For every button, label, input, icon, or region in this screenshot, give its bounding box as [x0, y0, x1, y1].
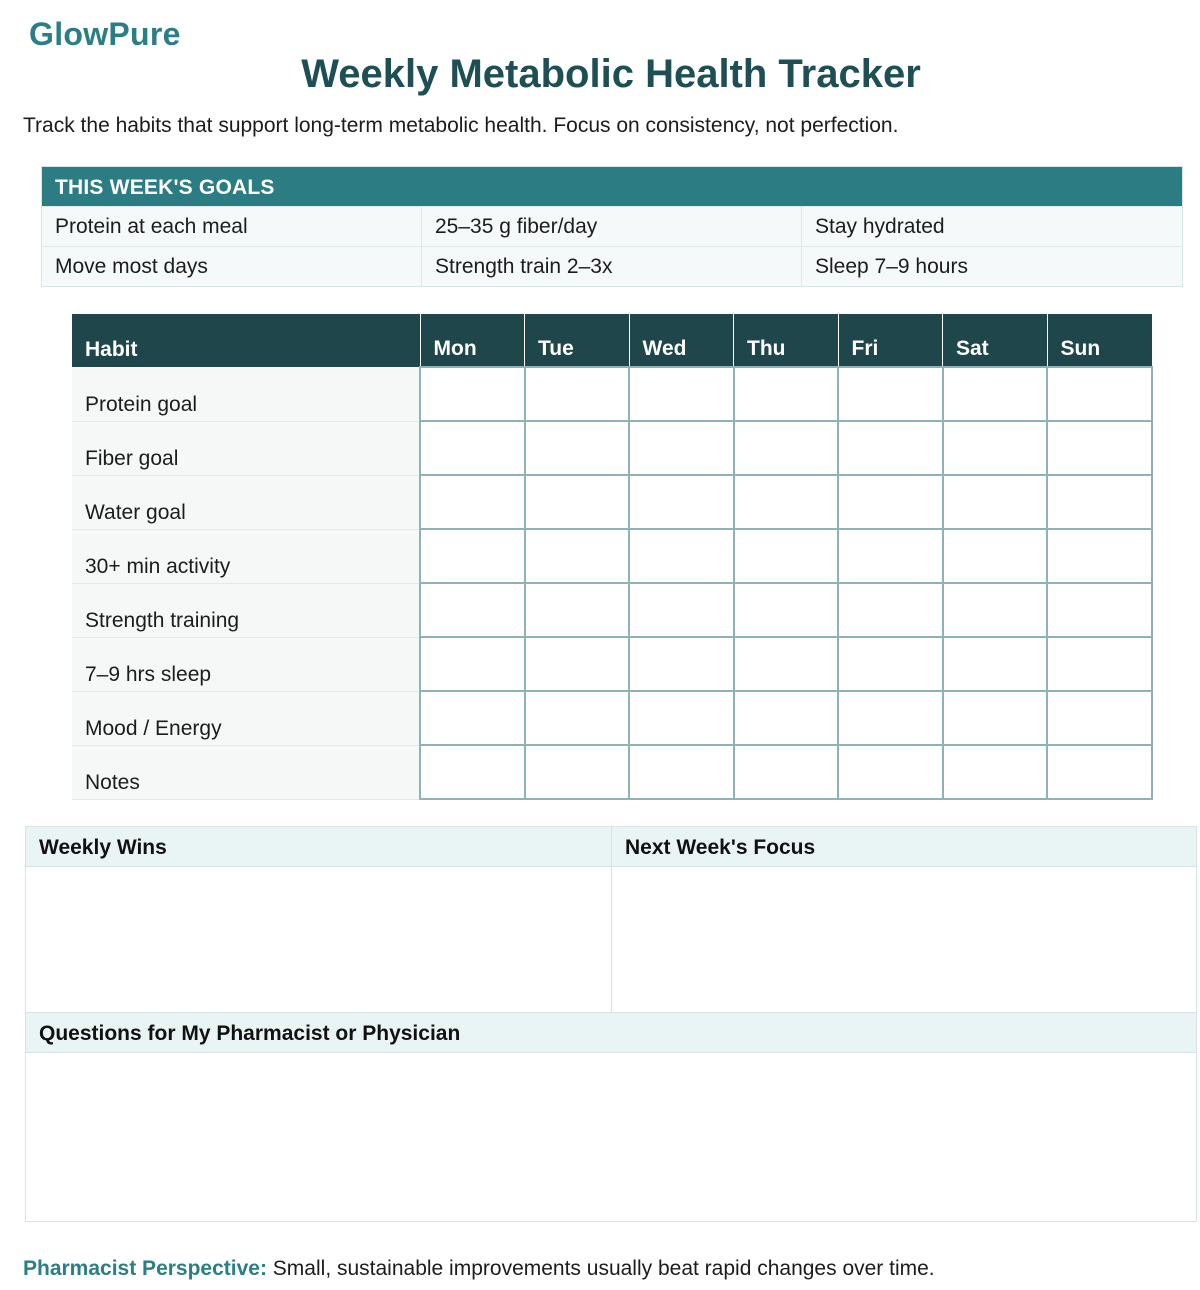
day-column-header: Wed [629, 314, 734, 367]
check-cell-fri[interactable] [838, 637, 943, 691]
habit-label: 7–9 hrs sleep [72, 637, 420, 691]
check-cell-mon[interactable] [420, 691, 525, 745]
check-cell-sun[interactable] [1047, 691, 1152, 745]
check-cell-tue[interactable] [525, 637, 630, 691]
questions-header: Questions for My Pharmacist or Physician [26, 1013, 1196, 1052]
weekly-wins-header: Weekly Wins [26, 827, 611, 866]
goal-item: Strength train 2–3x [422, 247, 802, 286]
check-cell-sun[interactable] [1047, 583, 1152, 637]
check-cell-sat[interactable] [943, 421, 1048, 475]
check-cell-tue[interactable] [525, 421, 630, 475]
check-cell-tue[interactable] [525, 367, 630, 421]
check-cell-thu[interactable] [734, 745, 839, 799]
check-cell-sun[interactable] [1047, 637, 1152, 691]
habit-row [72, 637, 1152, 691]
habit-label: Protein goal [72, 367, 420, 421]
table-header-row [72, 314, 1152, 367]
goal-item: Protein at each meal [42, 207, 422, 246]
habit-row [72, 691, 1152, 745]
check-cell-mon[interactable] [420, 421, 525, 475]
check-cell-mon[interactable] [420, 475, 525, 529]
intro-text: Track the habits that support long-term metabolic health. Focus on consistency, not perfection. [23, 114, 899, 137]
check-cell-sun[interactable] [1047, 529, 1152, 583]
check-cell-wed[interactable] [629, 745, 734, 799]
check-cell-sun[interactable] [1047, 475, 1152, 529]
check-cell-fri[interactable] [838, 421, 943, 475]
check-cell-fri[interactable] [838, 475, 943, 529]
pharmacist-perspective [23, 1257, 935, 1281]
check-cell-mon[interactable] [420, 583, 525, 637]
habit-row [72, 367, 1152, 421]
check-cell-thu[interactable] [734, 691, 839, 745]
weekly-wins-field[interactable] [26, 867, 611, 1012]
goals-row [42, 206, 1182, 246]
next-week-focus-field[interactable] [612, 867, 1196, 1012]
habit-label: Water goal [72, 475, 420, 529]
check-cell-thu[interactable] [734, 637, 839, 691]
habit-row [72, 475, 1152, 529]
check-cell-sat[interactable] [943, 637, 1048, 691]
check-cell-wed[interactable] [629, 691, 734, 745]
reflection-box [25, 826, 1197, 1222]
day-column-header: Mon [420, 314, 525, 367]
goal-item: Move most days [42, 247, 422, 286]
goal-item: Stay hydrated [815, 215, 945, 238]
check-cell-tue[interactable] [525, 691, 630, 745]
check-cell-sat[interactable] [943, 475, 1048, 529]
check-cell-thu[interactable] [734, 583, 839, 637]
habit-row [72, 745, 1152, 799]
check-cell-sat[interactable] [943, 691, 1048, 745]
check-cell-thu[interactable] [734, 367, 839, 421]
habit-label: Notes [72, 745, 420, 799]
check-cell-sun[interactable] [1047, 367, 1152, 421]
habit-tracker-table [72, 314, 1153, 800]
goal-item: Sleep 7–9 hours [815, 255, 968, 278]
check-cell-mon[interactable] [420, 637, 525, 691]
goals-header: THIS WEEK'S GOALS [42, 167, 1182, 206]
page-title: Weekly Metabolic Health Tracker [301, 52, 921, 96]
habit-label: 30+ min activity [72, 529, 420, 583]
questions-field[interactable] [26, 1053, 1196, 1221]
check-cell-tue[interactable] [525, 745, 630, 799]
check-cell-wed[interactable] [629, 529, 734, 583]
day-column-header: Tue [525, 314, 630, 367]
check-cell-sat[interactable] [943, 367, 1048, 421]
check-cell-fri[interactable] [838, 529, 943, 583]
check-cell-wed[interactable] [629, 637, 734, 691]
goal-item: 25–35 g fiber/day [422, 207, 802, 246]
check-cell-wed[interactable] [629, 583, 734, 637]
footer-text: Small, sustainable improvements usually beat rapid changes over time. [266, 1257, 935, 1280]
habit-label: Strength training [72, 583, 420, 637]
check-cell-sun[interactable] [1047, 745, 1152, 799]
check-cell-mon[interactable] [420, 529, 525, 583]
habit-row [72, 529, 1152, 583]
check-cell-sat[interactable] [943, 529, 1048, 583]
next-week-focus-header: Next Week's Focus [612, 827, 1196, 866]
day-column-header: Sat [943, 314, 1048, 367]
day-column-header: Fri [838, 314, 943, 367]
check-cell-wed[interactable] [629, 367, 734, 421]
check-cell-tue[interactable] [525, 475, 630, 529]
brand-logo: GlowPure [29, 16, 181, 52]
habit-row [72, 421, 1152, 475]
check-cell-wed[interactable] [629, 475, 734, 529]
check-cell-fri[interactable] [838, 583, 943, 637]
check-cell-wed[interactable] [629, 421, 734, 475]
check-cell-sun[interactable] [1047, 421, 1152, 475]
footer-label: Pharmacist Perspective: [23, 1257, 267, 1280]
habit-label: Fiber goal [72, 421, 420, 475]
check-cell-thu[interactable] [734, 421, 839, 475]
check-cell-fri[interactable] [838, 691, 943, 745]
weekly-goals-box [41, 166, 1183, 287]
goals-row [42, 246, 1182, 286]
check-cell-thu[interactable] [734, 529, 839, 583]
check-cell-mon[interactable] [420, 745, 525, 799]
check-cell-fri[interactable] [838, 367, 943, 421]
check-cell-tue[interactable] [525, 529, 630, 583]
habit-row [72, 583, 1152, 637]
check-cell-sat[interactable] [943, 583, 1048, 637]
check-cell-sat[interactable] [943, 745, 1048, 799]
check-cell-thu[interactable] [734, 475, 839, 529]
day-column-header: Thu [734, 314, 839, 367]
check-cell-tue[interactable] [525, 583, 630, 637]
day-column-header: Sun [1047, 314, 1152, 367]
habit-label: Mood / Energy [72, 691, 420, 745]
check-cell-mon[interactable] [420, 367, 525, 421]
habit-column-header: Habit [72, 314, 420, 367]
divider [611, 827, 612, 1012]
check-cell-fri[interactable] [838, 745, 943, 799]
